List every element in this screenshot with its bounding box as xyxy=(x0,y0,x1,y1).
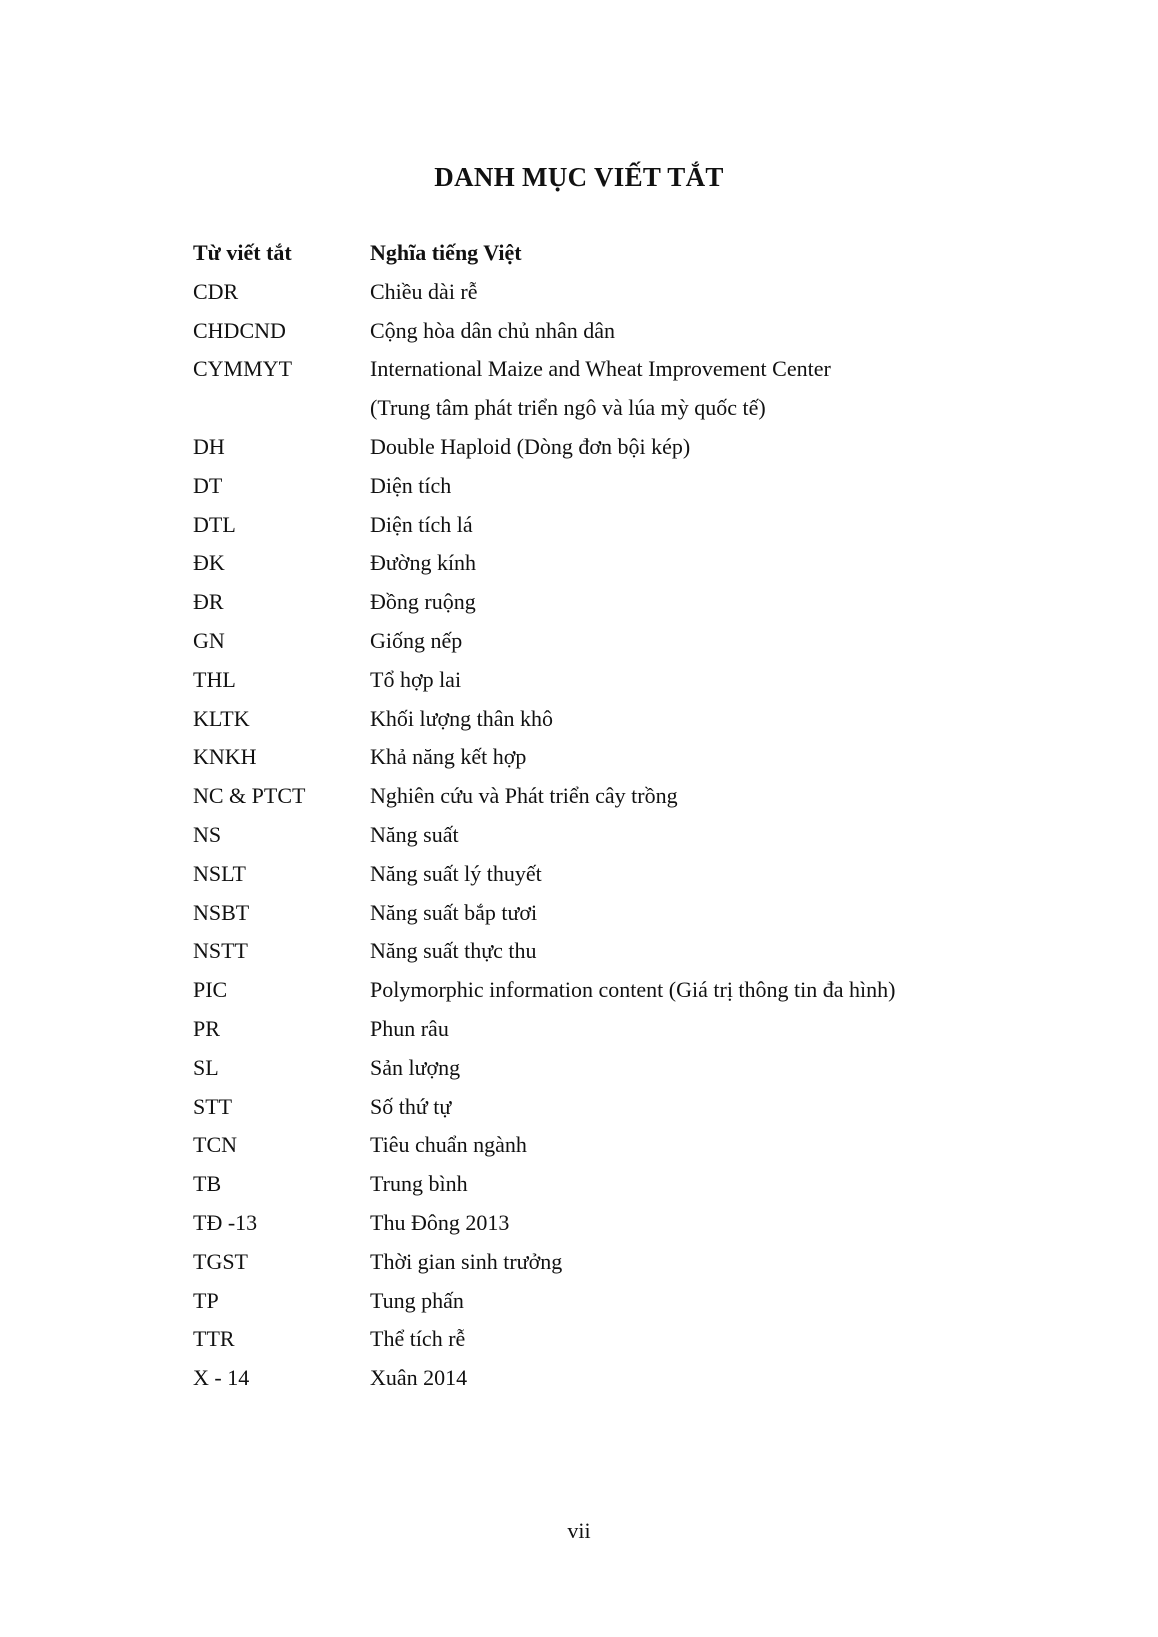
meaning-cell xyxy=(370,1320,993,1359)
meaning-cell xyxy=(370,700,993,739)
meaning-line: Năng suất bắp tươi xyxy=(370,899,538,925)
meaning-cell xyxy=(370,971,993,1010)
meaning-line: Polymorphic information content (Giá trị thông tin đa hình) xyxy=(370,977,896,1003)
meaning-line: Tiêu chuẩn ngành xyxy=(370,1132,527,1158)
meaning-cell xyxy=(370,1243,993,1282)
abbreviation-cell: CHDCND xyxy=(193,317,286,343)
meaning-cell xyxy=(370,816,993,855)
abbreviation-cell: TĐ -13 xyxy=(193,1209,258,1235)
abbreviation-cell: X - 14 xyxy=(193,1365,250,1391)
meaning-line: Chiều dài rễ xyxy=(370,278,478,304)
meaning-cell xyxy=(370,506,993,545)
meaning-cell xyxy=(370,583,993,622)
abbreviation-cell: NSBT xyxy=(193,899,250,925)
abbreviation-cell: TTR xyxy=(193,1326,235,1352)
abbreviation-cell: KLTK xyxy=(193,705,250,731)
abbreviation-cell: STT xyxy=(193,1093,233,1119)
meaning-line: (Trung tâm phát triển ngô và lúa mỳ quốc tế) xyxy=(370,395,766,421)
abbreviation-cell: TB xyxy=(193,1171,222,1197)
table-row xyxy=(193,1088,993,1127)
meaning-line: Double Haploid (Dòng đơn bội kép) xyxy=(370,433,691,459)
table-row xyxy=(193,506,993,545)
table-body xyxy=(193,273,993,1398)
meaning-cell xyxy=(370,312,993,351)
meaning-line: Giống nếp xyxy=(370,627,463,653)
header-abbreviation: Từ viết tắt xyxy=(193,240,292,265)
abbreviation-cell: NS xyxy=(193,821,222,847)
meaning-line: Thu Đông 2013 xyxy=(370,1209,510,1235)
table-row xyxy=(193,971,993,1010)
meaning-cell xyxy=(370,661,993,700)
meaning-line: Tung phấn xyxy=(370,1287,464,1313)
meaning-cell xyxy=(370,273,993,312)
abbreviation-cell: DT xyxy=(193,472,223,498)
table-row xyxy=(193,777,993,816)
abbreviation-cell: SL xyxy=(193,1054,219,1080)
table-row xyxy=(193,1049,993,1088)
table-row xyxy=(193,855,993,894)
abbreviation-cell: NSTT xyxy=(193,938,248,964)
meaning-cell xyxy=(370,350,993,428)
table-row xyxy=(193,932,993,971)
abbreviation-cell: ĐK xyxy=(193,550,225,576)
abbreviation-cell: DTL xyxy=(193,511,236,537)
abbreviation-cell: ĐR xyxy=(193,589,224,615)
meaning-line: Đồng ruộng xyxy=(370,589,476,615)
table-row xyxy=(193,1165,993,1204)
meaning-line: International Maize and Wheat Improvement Center xyxy=(370,356,831,382)
abbreviation-cell: DH xyxy=(193,433,225,459)
abbreviation-table xyxy=(193,234,993,1398)
table-header xyxy=(193,234,993,273)
meaning-line: Cộng hòa dân chủ nhân dân xyxy=(370,317,615,343)
meaning-line: Sản lượng xyxy=(370,1054,461,1080)
table-row xyxy=(193,350,993,428)
meaning-cell xyxy=(370,777,993,816)
abbreviation-cell: THL xyxy=(193,666,236,692)
meaning-cell xyxy=(370,428,993,467)
meaning-cell xyxy=(370,467,993,506)
abbreviation-cell: NSLT xyxy=(193,860,246,886)
table-row xyxy=(193,700,993,739)
table-row xyxy=(193,1359,993,1398)
header-meaning: Nghĩa tiếng Việt xyxy=(370,240,522,265)
table-row xyxy=(193,583,993,622)
meaning-cell xyxy=(370,1088,993,1127)
meaning-line: Thời gian sinh trưởng xyxy=(370,1248,563,1274)
table-row xyxy=(193,738,993,777)
meaning-line: Nghiên cứu và Phát triển cây trồng xyxy=(370,783,678,809)
page-number: vii xyxy=(567,1518,591,1543)
table-row xyxy=(193,816,993,855)
meaning-line: Khối lượng thân khô xyxy=(370,705,554,731)
abbreviation-cell: KNKH xyxy=(193,744,257,770)
meaning-cell xyxy=(370,932,993,971)
table-row xyxy=(193,1282,993,1321)
abbreviation-cell: CDR xyxy=(193,278,239,304)
meaning-line: Năng suất lý thuyết xyxy=(370,860,542,886)
meaning-cell xyxy=(370,1010,993,1049)
table-row xyxy=(193,428,993,467)
page-title: DANH MỤC VIẾT TẮT xyxy=(434,162,724,192)
table-row xyxy=(193,894,993,933)
meaning-line: Tổ hợp lai xyxy=(370,666,462,692)
meaning-cell xyxy=(370,738,993,777)
table-row xyxy=(193,544,993,583)
meaning-line: Đường kính xyxy=(370,550,477,576)
meaning-line: Năng suất thực thu xyxy=(370,938,537,964)
table-row xyxy=(193,622,993,661)
abbreviation-cell: TP xyxy=(193,1287,219,1313)
table-row xyxy=(193,1010,993,1049)
meaning-cell xyxy=(370,544,993,583)
meaning-cell xyxy=(370,1165,993,1204)
meaning-line: Khả năng kết hợp xyxy=(370,744,527,770)
meaning-line: Xuân 2014 xyxy=(370,1365,468,1391)
abbreviation-cell: TGST xyxy=(193,1248,248,1274)
meaning-cell xyxy=(370,622,993,661)
abbreviation-cell: GN xyxy=(193,627,225,653)
abbreviation-cell: CYMMYT xyxy=(193,356,293,382)
table-row xyxy=(193,312,993,351)
table-row xyxy=(193,1320,993,1359)
meaning-line: Số thứ tự xyxy=(370,1093,452,1119)
meaning-line: Phun râu xyxy=(370,1015,449,1041)
table-row xyxy=(193,1243,993,1282)
abbreviation-cell: TCN xyxy=(193,1132,237,1158)
meaning-cell xyxy=(370,1126,993,1165)
meaning-line: Trung bình xyxy=(370,1171,468,1197)
meaning-cell xyxy=(370,1049,993,1088)
meaning-cell xyxy=(370,1204,993,1243)
abbreviation-cell: PR xyxy=(193,1015,220,1041)
table-row xyxy=(193,467,993,506)
meaning-cell xyxy=(370,894,993,933)
meaning-cell xyxy=(370,1359,993,1398)
meaning-cell xyxy=(370,1282,993,1321)
meaning-line: Năng suất xyxy=(370,821,459,847)
meaning-line: Diện tích xyxy=(370,472,452,498)
table-row xyxy=(193,273,993,312)
meaning-line: Diện tích lá xyxy=(370,511,473,537)
table-row xyxy=(193,1204,993,1243)
meaning-line: Thể tích rễ xyxy=(370,1326,466,1352)
meaning-cell xyxy=(370,855,993,894)
abbreviation-cell: PIC xyxy=(193,977,228,1003)
abbreviation-cell: NC & PTCT xyxy=(193,783,306,809)
table-row xyxy=(193,661,993,700)
table-row xyxy=(193,1126,993,1165)
